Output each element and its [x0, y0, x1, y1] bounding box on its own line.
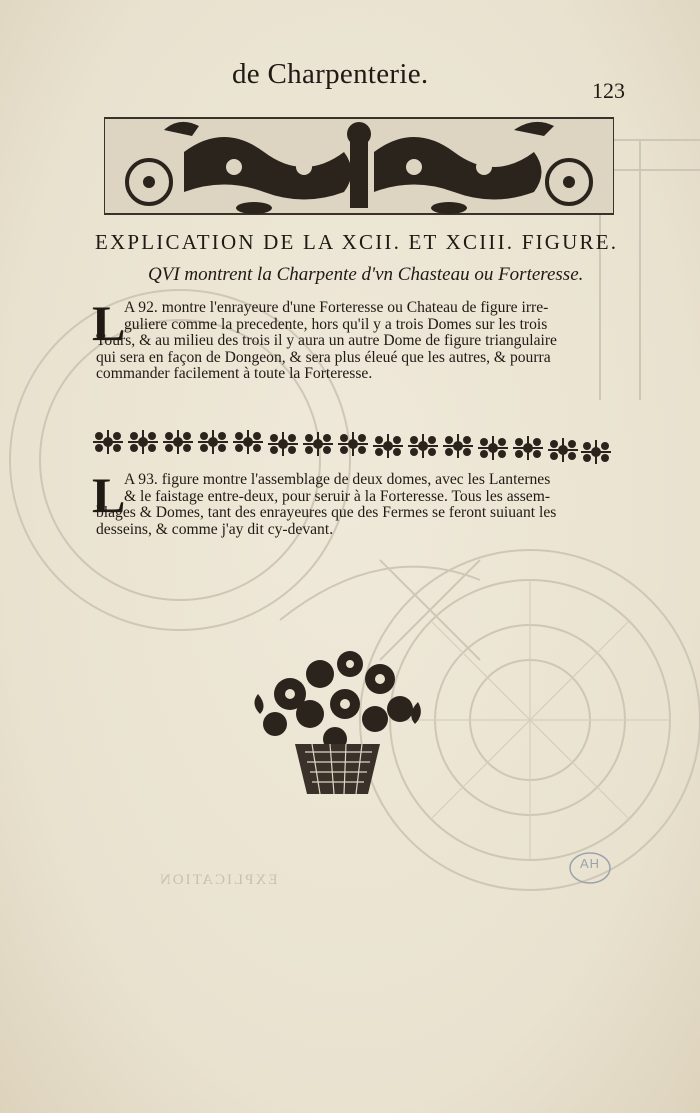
running-head: de Charpenterie. — [232, 58, 429, 90]
page-number: 123 — [592, 78, 625, 103]
flower-basket-tailpiece — [250, 644, 425, 800]
paragraph-figure-93 — [92, 467, 616, 538]
text-line: blages & Domes, tant des enrayeures que des Fermes se feront suiuant les — [96, 504, 557, 522]
text-line: commander facilement à toute la Forteresse. — [96, 365, 373, 383]
text-line: & le faistage entre-deux, pour seruir à la Forteresse. Tous les assem- — [124, 487, 551, 505]
drop-capital: L — [92, 467, 126, 523]
text-line: desseins, & comme j'ay dit cy-devant. — [96, 520, 334, 538]
text-line: A 92. montre l'enrayeure d'une Forteresse ou Chateau de figure irre- — [124, 299, 549, 316]
section-heading: EXPLICATION DE LA XCII. ET XCIII. FIGURE. — [95, 230, 619, 254]
ornamental-headpiece — [104, 112, 614, 220]
bleed-through-text: EXPLICATION — [158, 872, 278, 888]
library-stamp — [568, 850, 612, 886]
text-line: A 93. figure montre l'assemblage de deux domes, avec les Lanternes — [124, 471, 551, 488]
ornament-divider — [92, 424, 612, 466]
text-line: qui sera en façon de Dongeon, & sera plus éleué que les autres, & pourra — [96, 348, 551, 366]
section-subheading: QVI montrent la Charpente d'vn Chasteau ou Forteresse. — [148, 264, 584, 285]
drop-capital: L — [92, 295, 126, 351]
text-line: guliere comme la precedente, hors qu'il y a trois Domes sur les trois — [124, 315, 548, 333]
paragraph-figure-92 — [92, 295, 616, 383]
stamp-text: AH — [579, 856, 601, 871]
text-line: Tours, & au milieu des trois il y aura un autre Dome de figure triangulaire — [96, 332, 557, 350]
